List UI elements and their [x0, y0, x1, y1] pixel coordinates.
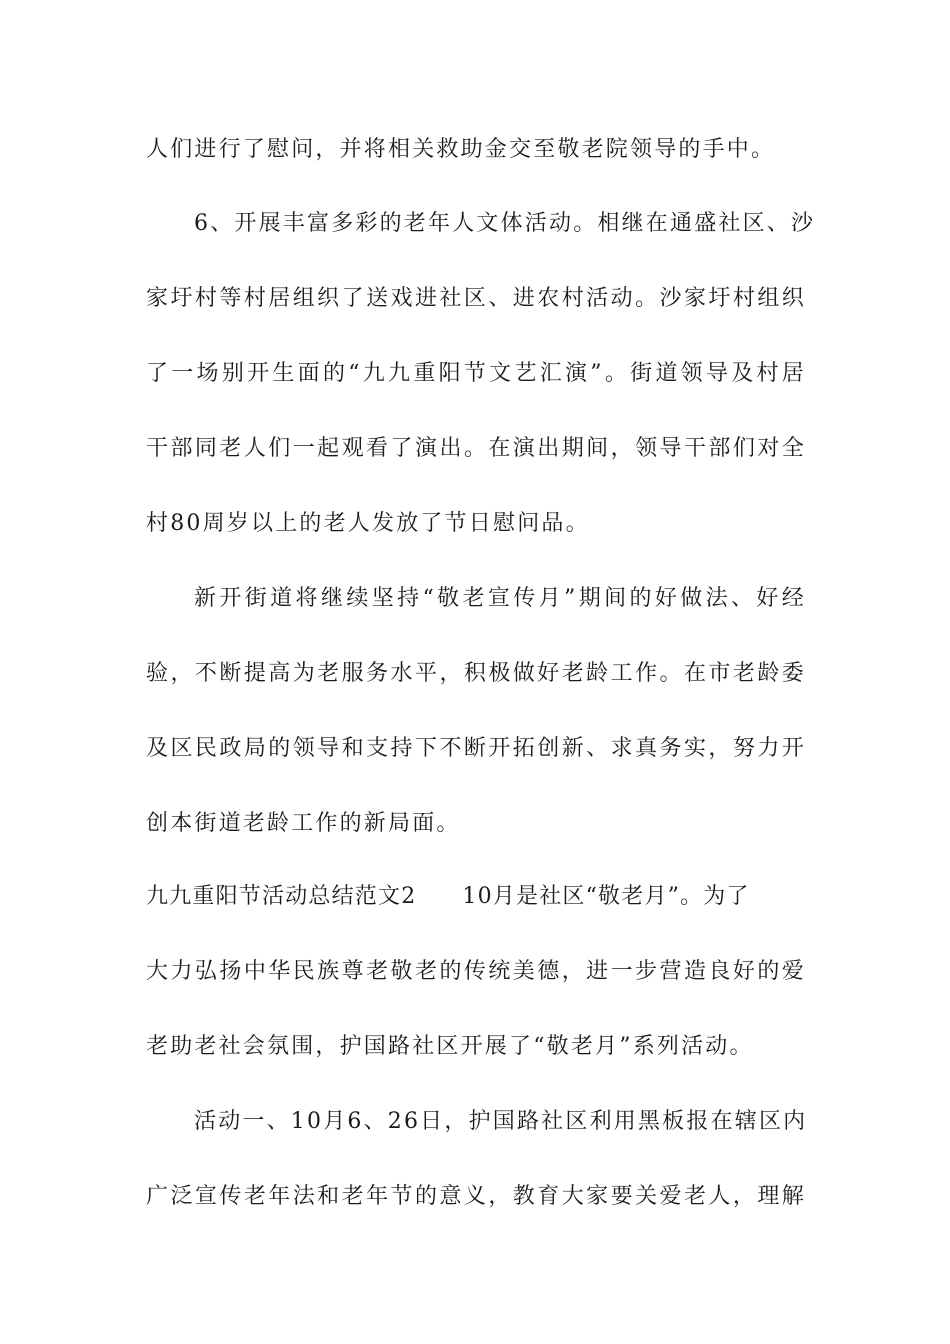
text-line: 人们进行了慰问，并将相关救助金交至敬老院领导的手中。 — [146, 137, 776, 162]
text-line: 及区民政局的领导和支持下不断开拓创新、求真务实，努力开 — [146, 736, 806, 761]
text-line: 老助老社会氛围，护国路社区开展了“敬老月”系列活动。 — [146, 1034, 754, 1059]
text-line: 广泛宣传老年法和老年节的意义，教育大家要关爱老人，理解 — [146, 1184, 806, 1209]
section-title: 九九重阳节活动总结范文2 — [146, 884, 417, 909]
text-line: 新开街道将继续坚持“敬老宣传月”期间的好做法、好经 — [194, 586, 806, 611]
text-line: 干部同老人们一起观看了演出。在演出期间，领导干部们对全 — [146, 436, 806, 461]
section-first-text: 10月是社区“敬老月”。为了 — [462, 884, 750, 909]
text-line: 创本街道老龄工作的新局面。 — [146, 811, 461, 836]
text-line: 家圩村等村居组织了送戏进社区、进农村活动。沙家圩村组织 — [146, 286, 806, 311]
section-heading-line — [146, 880, 806, 914]
text-line: 验，不断提高为老服务水平，积极做好老龄工作。在市老龄委 — [146, 661, 806, 686]
text-line: 活动一、10月6、26日，护国路社区利用黑板报在辖区内 — [194, 1109, 808, 1134]
text-line: 村80周岁以上的老人发放了节日慰问品。 — [146, 511, 590, 536]
text-line: 了一场别开生面的“九九重阳节文艺汇演”。街道领导及村居 — [146, 361, 806, 386]
text-line: 大力弘扬中华民族尊老敬老的传统美德，进一步营造良好的爱 — [146, 959, 806, 984]
text-line: 6、开展丰富多彩的老年人文体活动。相继在通盛社区、沙 — [194, 211, 816, 236]
